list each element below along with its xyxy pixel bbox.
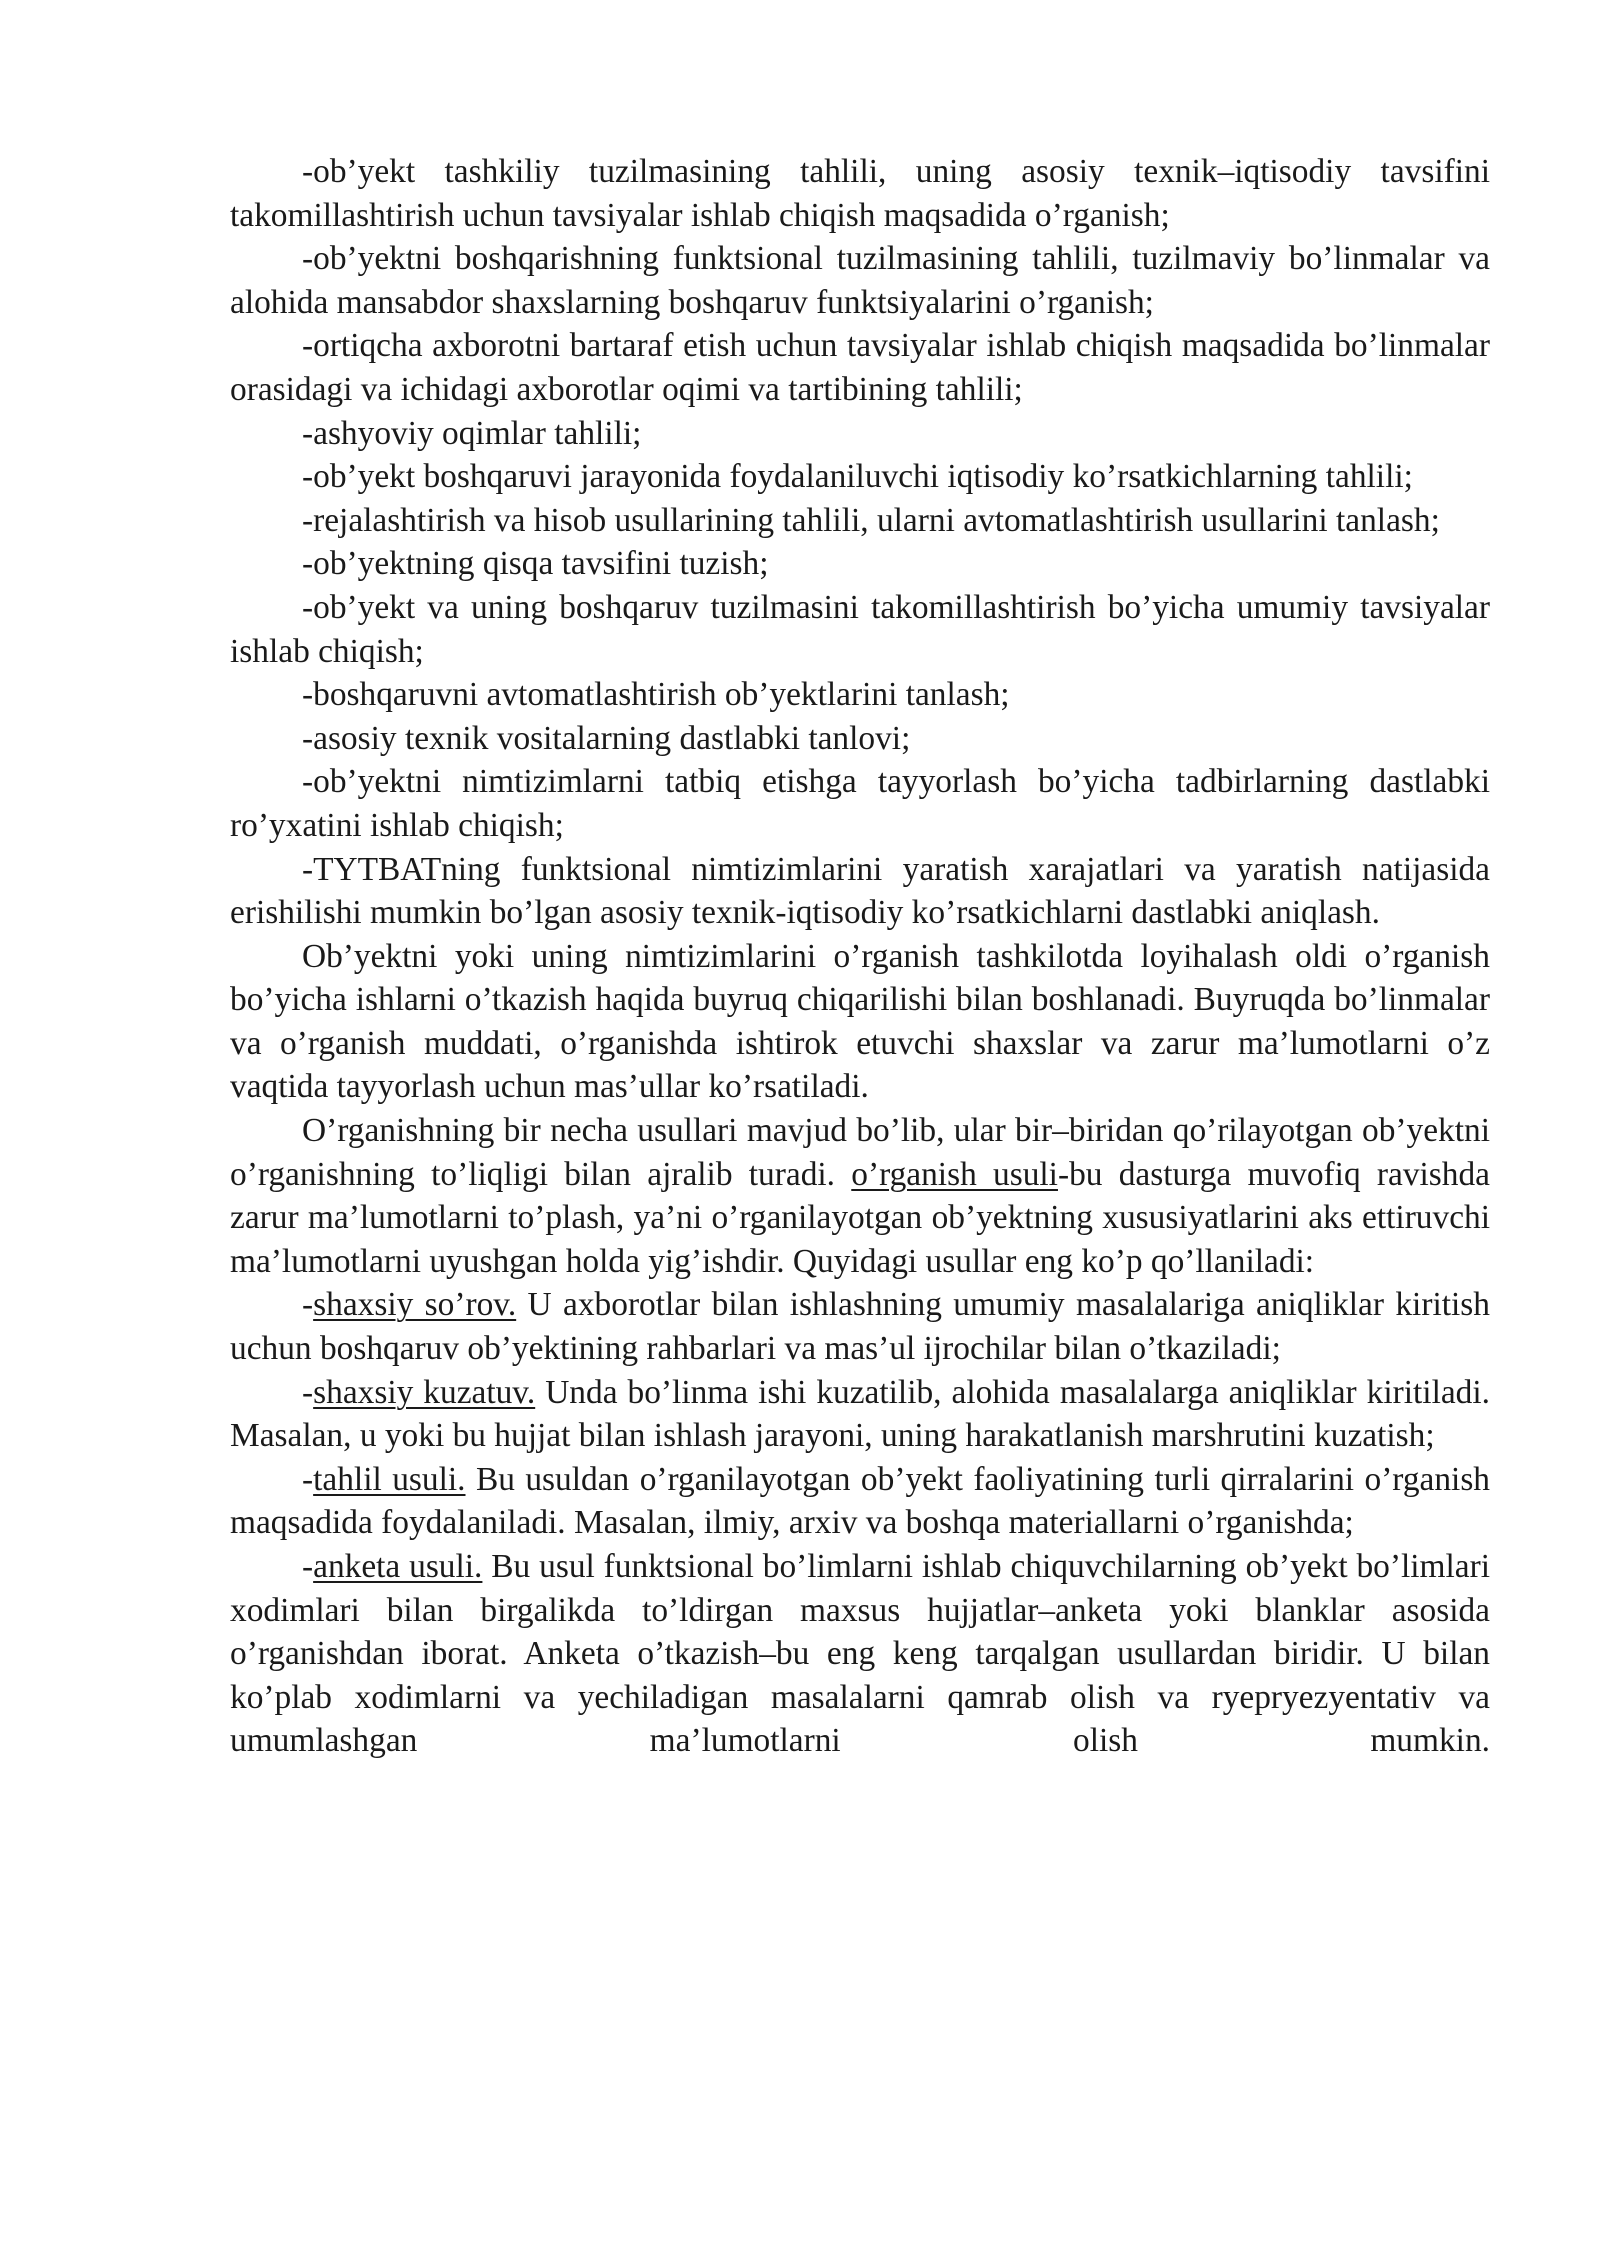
term-questionnaire: anketa usuli. xyxy=(313,1548,483,1585)
method-personal-observation xyxy=(230,1371,1490,1458)
list-item-automation-objects: -boshqaruvni avtomatlashtirish ob’yektlarini tanlash; xyxy=(302,676,1010,714)
term-analysis: tahlil usuli. xyxy=(313,1460,466,1498)
method-personal-survey xyxy=(230,1283,1490,1370)
method-analysis xyxy=(230,1458,1490,1545)
list-item-subsystem-costs: -TYTBATning funktsional nimtizimlarini yaratish xarajatlari va yaratish natijasida erishilishi mumkin bo’lgan asosiy texnik-iqtisodiy ko’rsatkichlarni dastlabki aniqlash. xyxy=(230,850,1490,932)
term-personal-survey: shaxsiy so’rov. xyxy=(313,1286,517,1324)
paragraph-study-methods xyxy=(230,1109,1490,1283)
list-item-short-description: -ob’yektning qisqa tavsifini tuzish; xyxy=(302,545,769,583)
list-dash: - xyxy=(302,1548,314,1585)
list-item-information-flow: -ortiqcha axborotni bartaraf etish uchun tavsiyalar ishlab chiqish maqsadida bo’linmalar orasidagi va ichidagi axborotlar oqimi va tartibining tahlili; xyxy=(230,327,1490,408)
list-item-planning-methods: -rejalashtirish va hisob usullarining tahlili, ularni avtomatlashtirish usullarini tanlash; xyxy=(302,501,1440,539)
paragraph-text: O’rganishning bir necha usullari mavjud bo’lib, ular bir–biridan qo’rilayotgan ob’yektni o’rganishning to’liqligi bilan ajralib turadi. xyxy=(230,1112,1490,1193)
list-item-economic-indicators: -ob’yekt boshqaruvi jarayonida foydalaniluvchi iqtisodiy ko’rsatkichlarning tahlili; xyxy=(302,458,1413,496)
method-description: U axborotlar bilan ishlashning umumiy masalalariga aniqliklar kiritish uchun boshqaruv ob’yektining rahbarlari va mas’ul ijrochilar bilan o’tkaziladi; xyxy=(230,1286,1490,1368)
list-item-functional-structure: -ob’yektni boshqarishning funktsional tuzilmasining tahlili, tuzilmaviy bo’linmalar va alohida mansabdor shaxslarning boshqaruv funktsiyalarini o’rganish; xyxy=(230,240,1490,321)
list-item-preparation-measures: -ob’yektni nimtizimlarni tatbiq etishga tayyorlash bo’yicha tadbirlarning dastlabki ro’yxatini ishlab chiqish; xyxy=(230,763,1490,844)
term-personal-observation: shaxsiy kuzatuv. xyxy=(313,1373,536,1411)
list-item-org-structure: -ob’yekt tashkiliy tuzilmasining tahlili, uning asosiy texnik–iqtisodiy tavsifini takomillashtirish uchun tavsiyalar ishlab chiqish maqsadida o’rganish; xyxy=(230,153,1490,234)
list-item-material-flows: -ashyoviy oqimlar tahlili; xyxy=(302,414,642,452)
method-description: Bu usuldan o’rganilayotgan ob’yekt faoliyatining turli qirralarini o’rganish maqsadida foydalaniladi. Masalan, ilmiy, arxiv va boshqa materiallarni o’rganishda; xyxy=(230,1460,1491,1542)
list-item-general-recommendations: -ob’yekt va uning boshqaruv tuzilmasini takomillashtirish bo’yicha umumiy tavsiyalar ishlab chiqish; xyxy=(230,588,1490,670)
method-questionnaire xyxy=(230,1545,1490,1763)
list-dash: - xyxy=(302,1286,314,1324)
list-item-technical-means: -asosiy texnik vositalarning dastlabki tanlovi; xyxy=(302,719,911,757)
list-dash: - xyxy=(302,1460,314,1498)
document-page xyxy=(230,150,1490,1763)
list-dash: - xyxy=(302,1373,314,1411)
paragraph-study-order: Ob’yektni yoki uning nimtizimlarini o’rganish tashkilotda loyihalash oldi o’rganish bo’yicha ishlarni o’tkazish haqida buyruq chiqarilishi bilan boshlanadi. Buyruqda bo’linmalar va o’rganish muddati, o’rganishda ishtirok etuvchi shaxslar va zarur ma’lumotlarni o’z vaqtida tayyorlash uchun mas’ullar ko’rsatiladi. xyxy=(230,937,1490,1106)
paragraph-text: -bu dasturga muvofiq ravishda zarur ma’lumotlarni to’plash, ya’ni o’rganilayotgan ob’yektning xususiyatlarini aks ettiruvchi ma’lumotlarni uyushgan holda yig’ishdir. Quyidagi usullar eng ko’p qo’llaniladi: xyxy=(230,1155,1491,1280)
term-study-method: o’rganish usuli xyxy=(851,1155,1058,1193)
method-description: Bu usul funktsional bo’limlarni ishlab chiquvchilarning ob’yekt bo’limlari xodimlari bilan birgalikda to’ldirgan maxsus hujjatlar–anketa yoki blanklar asosida o’rganishdan iborat. Anketa o’tkazish–bu eng keng tarqalgan usullardan biridir. U bilan ko’plab xodimlarni va yechiladigan masalalarni qamrab olish va ryepryezyentativ va umumlashgan ma’lumotlarni olish mumkin. xyxy=(230,1548,1491,1760)
method-description: Unda bo’linma ishi kuzatilib, alohida masalalarga aniqliklar kiritiladi. Masalan, u yoki bu hujjat bilan ishlash jarayoni, uning harakatlanish marshrutini kuzatish; xyxy=(230,1373,1490,1455)
